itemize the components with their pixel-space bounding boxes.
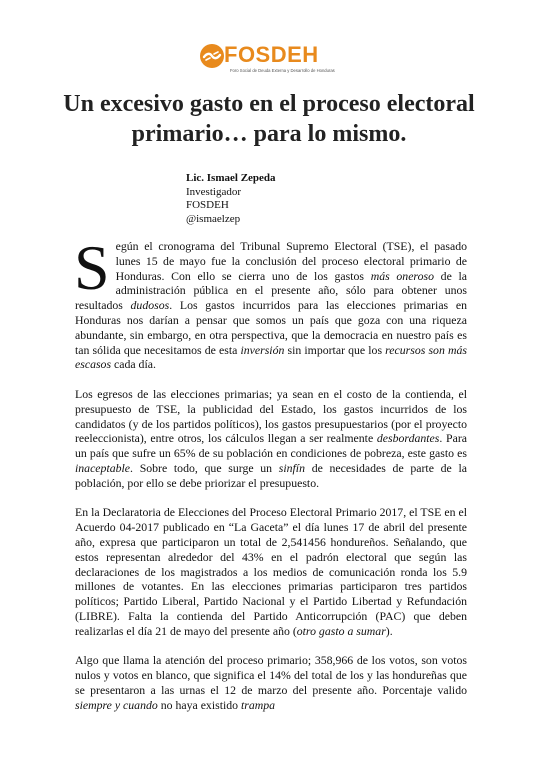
- handshake-globe-icon: [199, 43, 225, 69]
- paragraph-2: Los egresos de las elecciones primarias; ya sean en el costo de la contienda, el presupuesto de TSE, la publicidad del Estado, los gastos incurridos de los candidatos (y de los partidos políticos), los gastos presupuestarios (por el proyecto reeleccionista), entre otros, los cálculos llegan a ser realmente desbordantes. Para un país que sufre un 65% de su población en condiciones de pobreza, este gasto es inaceptable. Sobre todo, que surge un sinfín de necesidades de parte de la población, por ello se debe priorizar el presupuesto.: [75, 386, 467, 490]
- paragraph-4: Algo que llama la atención del proceso primario; 358,966 de los votos, son votos nulos y votos en blanco, que significa el 14% del total de los y las hondureñas que se presentaron a las urnas el 12 de marzo del presente año. Porcentaje valido siempre y cuando no haya existido trampa: [75, 653, 467, 712]
- author-block: [186, 172, 276, 226]
- author-handle: @ismaelzep: [186, 212, 241, 225]
- fosdeh-logo: [199, 43, 344, 77]
- author-name: Lic. Ismael Zepeda: [186, 172, 276, 184]
- paragraph-1: Según el cronograma del Tribunal Supremo Electoral (TSE), el pasado lunes 15 de mayo fue la conclusión del proceso electoral primario de Honduras. Con ello se cierra uno de los gastos más oneroso de la administración pública en el presente año, sólo para obtener unos resultados dudosos. Los gastos incurridos para las elecciones primarias en Honduras nos darían a pensar que somos un país que goza con una riqueza abundante, sin embargo, en otra perspectiva, que la democracia en nuestro país es tan sólida que necesitamos de esta inversión sin importar que los recursos son más escasos cada día.: [74, 232, 468, 372]
- logo-name: FOSDEH: [224, 42, 319, 67]
- author-role: Investigador: [186, 185, 241, 198]
- paragraph-3: En la Declaratoria de Elecciones del Proceso Electoral Primario 2017, el TSE en el Acuerdo 04-2017 publicado en “La Gaceta” el día lunes 17 de abril del presente año, expresa que participaron un total de 2,541456 hondureños. Señalando, que estos representan alrededor del 43% en el padrón electoral que según las declaraciones de los magistrados a los medios de comunicación ronda los 5.9 millones de votantes. En las elecciones primarias participaron tres partidos políticos; Partido Liberal, Partido Nacional y el Partido Libertad y Refundación (LIBRE). Falta la contienda del Partido Anticorrupción (PAC) que deben realizarlas el día 21 de mayo del presente año (otro gasto a sumar).: [75, 505, 467, 638]
- author-org: FOSDEH: [186, 199, 229, 211]
- article-title: Un excesivo gasto en el proceso electoral primario… para lo mismo.: [63, 91, 475, 147]
- drop-cap: S: [74, 232, 110, 303]
- logo-subtitle: Foro Social de Deuda Externa y Desarrollo de Honduras: [230, 68, 335, 73]
- article-body: [74, 232, 468, 727]
